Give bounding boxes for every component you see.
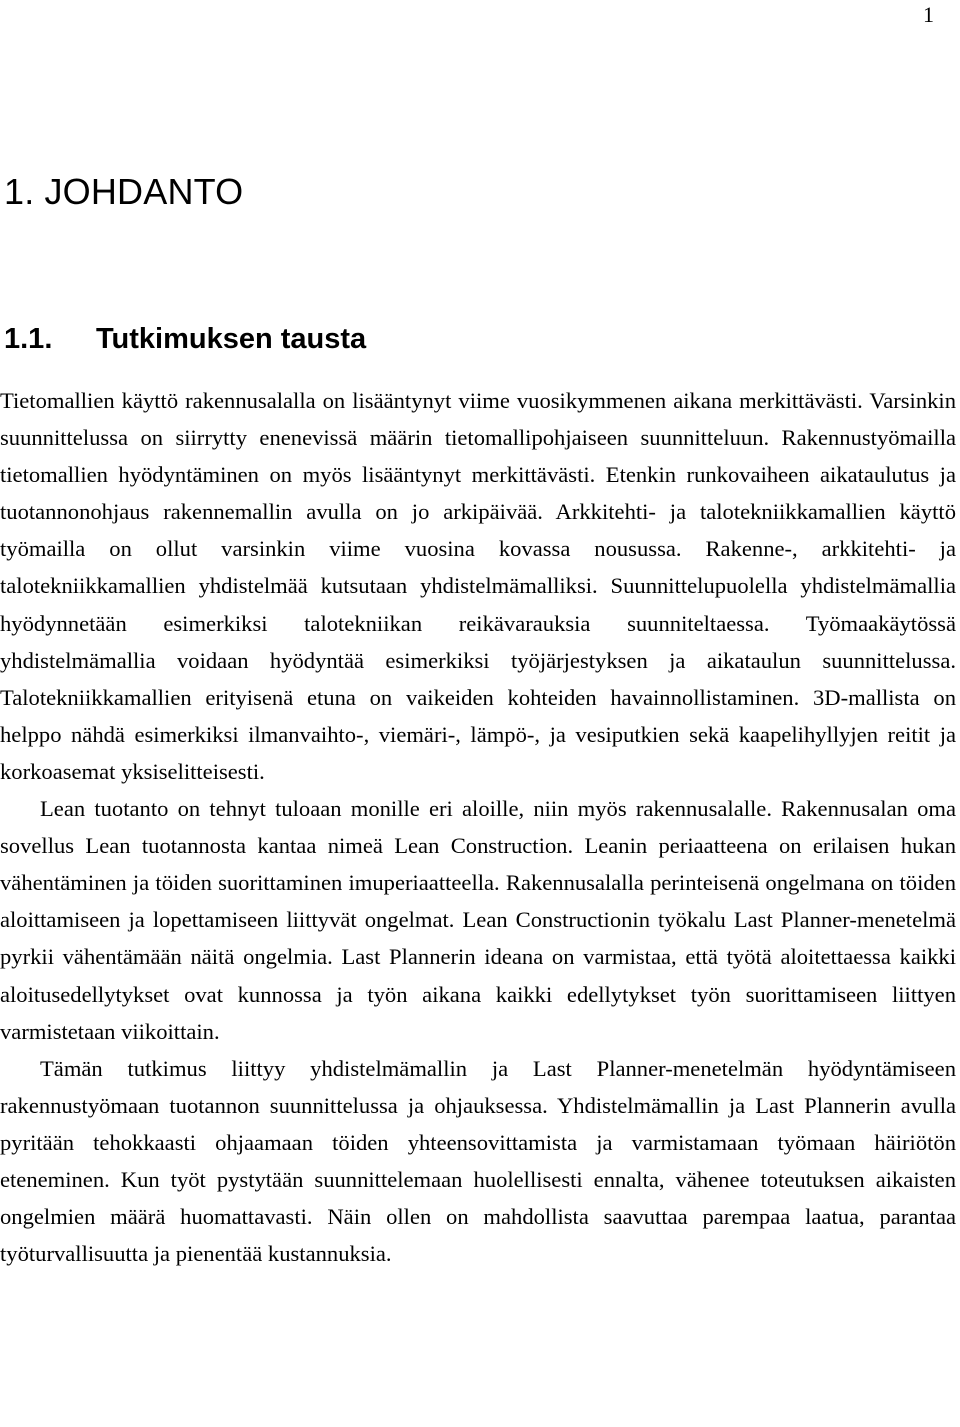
page-number: 1 — [923, 2, 934, 27]
section-number: 1.1. — [4, 323, 53, 355]
chapter-title: JOHDANTO — [44, 171, 244, 212]
section-heading — [4, 320, 366, 358]
paragraph-1: Tietomallien käyttö rakennusalalla on lisääntynyt viime vuosikymmenen aikana merkittävästi. Varsinkin suunnittelussa on siirrytty enenevissä määrin tietomallipohjaiseen suunnitteluun. Rakennustyömailla tietomallien hyödyntäminen on myös lisääntynyt merkittävästi. Etenkin runkovaiheen aikataulutus ja tuotannonohjaus rakennemallin avulla on jo arkipäivää. Arkkitehti- ja talotekniikkamallien käyttö työmailla on ollut varsinkin viime vuosina kovassa nousussa. Rakenne-, arkkitehti- ja talotekniikkamallien yhdistelmää kutsutaan yhdistelmämalliksi. Suunnittelupuolella yhdistelmämallia hyödynnetään esimerkiksi talotekniikan reikävarauksia suunniteltaessa. Työmaakäytössä yhdistelmämallia voidaan hyödyntää esimerkiksi työjärjestyksen ja aikataulun suunnittelussa. Talotekniikkamallien erityisenä etuna on vaikeiden kohteiden havainnollistaminen. 3D-mallista on helppo nähdä esimerkiksi ilmanvaihto-, viemäri-, lämpö-, ja vesiputkien sekä kaapelihyllyjen reitit ja korkoasemat yksiselitteisesti. — [0, 388, 956, 784]
section-title: Tutkimuksen tausta — [96, 323, 367, 355]
paragraph-2: Lean tuotanto on tehnyt tuloaan monille eri aloille, niin myös rakennusalalle. Rakennusalan oma sovellus Lean tuotannosta kantaa nimeä Lean Construction. Leanin periaatteena on erilaisen hukan vähentäminen ja töiden suorittaminen imuperiaatteella. Rakennusalalla perinteisenä ongelmana on töiden aloittamiseen ja lopettamiseen liittyvät ongelmat. Lean Constructionin työkalu Last Planner-menetelmä pyrkii vähentämään näitä ongelmia. Last Plannerin ideana on varmistaa, että työtä aloitettaessa kaikki aloitusedellytykset ovat kunnossa ja työn aikana kaikki edellytykset työn suorittamiseen liittyen varmistetaan viikoittain. — [0, 796, 956, 1044]
chapter-number: 1. — [4, 171, 35, 212]
paragraph-3: Tämän tutkimus liittyy yhdistelmämallin ja Last Planner-menetelmän hyödyntämiseen rakennustyömaan tuotannon suunnittelussa ja ohjauksessa. Yhdistelmämallin ja Last Plannerin avulla pyritään tehokkaasti ohjaamaan töiden yhteensovittamista ja varmistamaan työmaan häiriötön eteneminen. Kun työt pystytään suunnittelemaan huolellisesti ennalta, vähenee toteutuksen aikaisten ongelmien määrä huomattavasti. Näin ollen on mahdollista saavuttaa parempaa laatua, parantaa työturvallisuutta ja pienentää kustannuksia. — [0, 1055, 956, 1267]
body-text — [0, 382, 956, 1272]
chapter-heading — [4, 170, 243, 214]
